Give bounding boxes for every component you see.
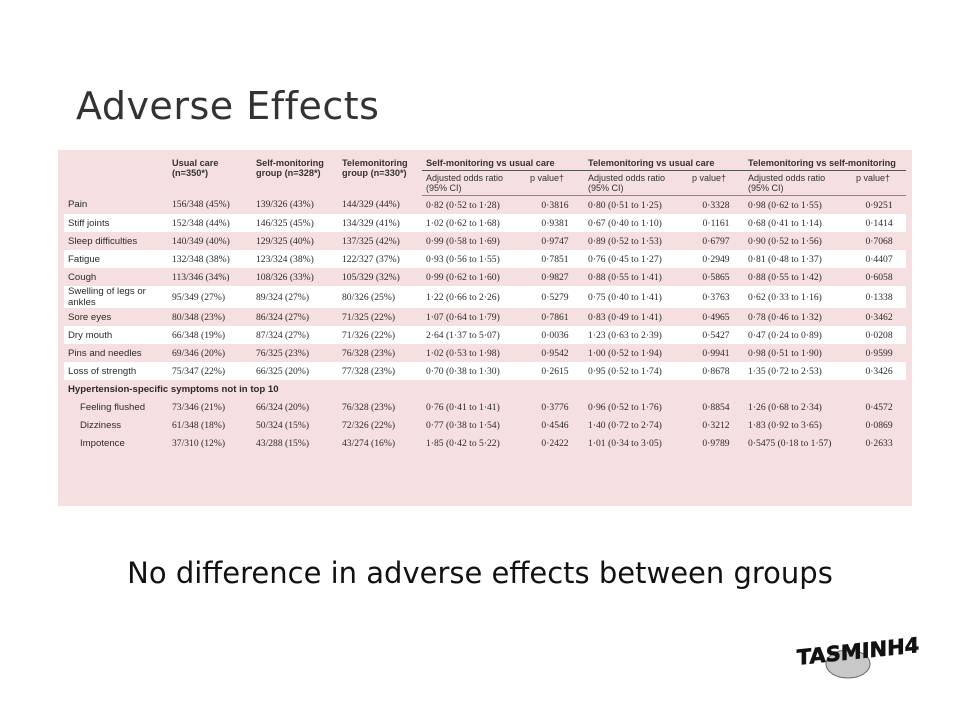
cell-p1: 0·9747: [541, 235, 569, 247]
cell-or1: 0·99 (0·58 to 1·69): [426, 235, 500, 247]
table-body: [64, 196, 906, 453]
slide-title: Adverse Effects: [76, 84, 380, 128]
cell-or1: 1·02 (0·53 to 1·98): [426, 347, 500, 359]
cell-p1: 0·2422: [541, 437, 569, 449]
table-row: [64, 362, 906, 380]
header-p-value: p value†: [526, 171, 584, 196]
cell-p1: 0·9542: [541, 347, 569, 359]
cell-or2: 1·01 (0·34 to 3·05): [588, 437, 662, 449]
cell-uc: 132/348 (38%): [168, 250, 252, 268]
header-self-monitoring: Self-monitoring group (n=328*): [256, 158, 324, 178]
cell-sm: 139/326 (43%): [256, 199, 314, 211]
table-row: [64, 344, 906, 362]
cell-p3: 0·1414: [852, 214, 906, 232]
cell-p3: 0·4407: [852, 250, 906, 268]
adverse-effects-table: [64, 156, 906, 452]
cell-sm: 66/324 (20%): [256, 401, 310, 413]
cell-or2: 1·23 (0·63 to 2·39): [584, 326, 688, 344]
cell-p1: 0·7851: [526, 250, 584, 268]
cell-or2: 0·76 (0·45 to 1·27): [584, 250, 688, 268]
cell-or3: 1·26 (0·68 to 2·34): [748, 401, 822, 413]
cell-p3: 0·2633: [865, 437, 893, 449]
cell-p1: 0·7861: [541, 311, 569, 323]
header-aor: Adjusted odds ratio (95% CI): [584, 171, 688, 196]
cell-p2: 0·8678: [688, 362, 744, 380]
cell-sm: 123/324 (38%): [252, 250, 338, 268]
cell-tm: 71/326 (22%): [338, 326, 422, 344]
row-label: Sore eyes: [68, 311, 112, 323]
cell-p3: 0·3462: [865, 311, 893, 323]
cell-p2: 0·6797: [702, 235, 730, 247]
header-row-groups: [64, 156, 906, 171]
header-cmp-tele-vs-self: Telemonitoring vs self-monitoring: [744, 156, 906, 171]
row-label: Pain: [68, 199, 88, 211]
cell-or1: 1·07 (0·64 to 1·79): [426, 311, 500, 323]
table-row: [64, 416, 906, 434]
cell-tm: 105/329 (32%): [342, 271, 400, 283]
header-p-value: p value†: [852, 171, 906, 196]
header-aor: Adjusted odds ratio (95% CI): [744, 171, 852, 196]
table-row: [64, 326, 906, 344]
cell-uc: 61/348 (18%): [172, 419, 226, 431]
cell-or1: 0·70 (0·38 to 1·30): [422, 362, 526, 380]
cell-p2: 0·2949: [688, 250, 744, 268]
cell-or1: 1·85 (0·42 to 5·22): [426, 437, 500, 449]
cell-or1: 0·99 (0·62 to 1·60): [426, 271, 500, 283]
tasminh4-logo: [796, 630, 920, 686]
cell-p1: 0·9827: [541, 271, 569, 283]
conclusion-text: No difference in adverse effects between groups: [127, 556, 833, 590]
cell-p2: 0·3328: [702, 199, 730, 211]
cell-tm: 76/328 (23%): [342, 401, 396, 413]
cell-or2: 1·40 (0·72 to 2·74): [588, 419, 662, 431]
cell-uc: 80/348 (23%): [172, 311, 226, 323]
cell-or2: 0·67 (0·40 to 1·10): [584, 214, 688, 232]
cell-tm: 77/328 (23%): [338, 362, 422, 380]
table-row: [64, 268, 906, 286]
cell-tm: 134/329 (41%): [338, 214, 422, 232]
row-label: Loss of strength: [64, 362, 168, 380]
cell-p1: 0·4546: [541, 419, 569, 431]
header-cmp-self-vs-usual: Self-monitoring vs usual care: [422, 156, 584, 171]
cell-sm: 43/288 (15%): [256, 437, 310, 449]
cell-or3: 1·83 (0·92 to 3·65): [748, 419, 822, 431]
cell-p3: 0·9251: [865, 199, 893, 211]
cell-p2: 0·5427: [688, 326, 744, 344]
cell-or2: 0·95 (0·52 to 1·74): [584, 362, 688, 380]
cell-sm: 89/324 (27%): [252, 286, 338, 308]
cell-uc: 152/348 (44%): [168, 214, 252, 232]
cell-or3: 0·90 (0·52 to 1·56): [748, 235, 822, 247]
table-row: [64, 214, 906, 232]
cell-p2: 0·5865: [702, 271, 730, 283]
cell-p1: 0·5279: [526, 286, 584, 308]
cell-or1: 0·93 (0·56 to 1·55): [422, 250, 526, 268]
cell-or3: 0·98 (0·62 to 1·55): [748, 199, 822, 211]
row-label: Pins and needles: [68, 347, 142, 359]
cell-p1: 0·0036: [526, 326, 584, 344]
cell-or3: 0·62 (0·33 to 1·16): [744, 286, 852, 308]
cell-p1: 0·3816: [541, 199, 569, 211]
table-row: [64, 250, 906, 268]
cell-p2: 0·4965: [702, 311, 730, 323]
cell-uc: 156/348 (45%): [172, 199, 230, 211]
header-p-value: p value†: [688, 171, 744, 196]
cell-or1: 0·76 (0·41 to 1·41): [426, 401, 500, 413]
cell-p1: 0·9381: [526, 214, 584, 232]
cell-p1: 0·3776: [541, 401, 569, 413]
table-row: [64, 286, 906, 308]
cell-or1: 1·02 (0·62 to 1·68): [422, 214, 526, 232]
cell-p3: 0·0208: [852, 326, 906, 344]
cell-sm: 87/324 (27%): [252, 326, 338, 344]
table-row: [64, 434, 906, 452]
cell-tm: 137/325 (42%): [342, 235, 400, 247]
section-label: Hypertension-specific symptoms not in top 10: [68, 383, 279, 395]
cell-sm: 66/325 (20%): [252, 362, 338, 380]
cell-or1: 0·82 (0·52 to 1·28): [426, 199, 500, 211]
adverse-effects-table-panel: [58, 150, 912, 506]
cell-p2: 0·3763: [688, 286, 744, 308]
table-row: [64, 232, 906, 250]
cell-p3: 0·4572: [865, 401, 893, 413]
cell-uc: 69/346 (20%): [172, 347, 226, 359]
cell-or2: 0·80 (0·51 to 1·25): [588, 199, 662, 211]
cell-or3: 0·81 (0·48 to 1·37): [744, 250, 852, 268]
cell-uc: 140/349 (40%): [172, 235, 230, 247]
cell-sm: 86/324 (27%): [256, 311, 310, 323]
row-label: Swelling of legs or ankles: [64, 286, 168, 308]
row-label: Dry mouth: [64, 326, 168, 344]
cell-uc: 75/347 (22%): [168, 362, 252, 380]
row-label: Feeling flushed: [80, 401, 146, 413]
cell-uc: 95/349 (27%): [168, 286, 252, 308]
cell-p3: 0·7068: [865, 235, 893, 247]
cell-p3: 0·0869: [865, 419, 893, 431]
cell-p2: 0·9941: [702, 347, 730, 359]
header-usual-care: Usual care (n=350*): [172, 158, 219, 178]
table-row: [64, 308, 906, 326]
cell-or2: 0·75 (0·40 to 1·41): [584, 286, 688, 308]
cell-sm: 129/325 (40%): [256, 235, 314, 247]
cell-uc: 113/346 (34%): [172, 271, 230, 283]
cell-or2: 0·96 (0·52 to 1·76): [588, 401, 662, 413]
cell-tm: 80/326 (25%): [338, 286, 422, 308]
cell-uc: 37/310 (12%): [172, 437, 226, 449]
cell-p1: 0·2615: [526, 362, 584, 380]
cell-sm: 76/325 (23%): [256, 347, 310, 359]
table-row: [64, 398, 906, 416]
cell-or3: 0·78 (0·46 to 1·32): [748, 311, 822, 323]
cell-tm: 71/325 (22%): [342, 311, 396, 323]
cell-or1: 2·64 (1·37 to 5·07): [422, 326, 526, 344]
cell-sm: 108/326 (33%): [256, 271, 314, 283]
cell-or2: 0·83 (0·49 to 1·41): [588, 311, 662, 323]
row-label: Fatigue: [64, 250, 168, 268]
cell-p2: 0·3212: [702, 419, 730, 431]
row-label: Dizziness: [80, 419, 122, 431]
svg-text:TASMINH4: TASMINH4: [796, 632, 920, 670]
cell-or3: 1·35 (0·72 to 2·53): [744, 362, 852, 380]
cell-or3: 0·88 (0·55 to 1·42): [748, 271, 822, 283]
header-cmp-tele-vs-usual: Telemonitoring vs usual care: [584, 156, 744, 171]
cell-p2: 0·9789: [702, 437, 730, 449]
row-label: Impotence: [80, 437, 125, 449]
cell-p3: 0·6058: [865, 271, 893, 283]
header-aor: Adjusted odds ratio (95% CI): [422, 171, 526, 196]
cell-sm: 146/325 (45%): [252, 214, 338, 232]
cell-tm: 76/328 (23%): [342, 347, 396, 359]
cell-uc: 73/346 (21%): [172, 401, 226, 413]
cell-or1: 0·77 (0·38 to 1·54): [426, 419, 500, 431]
cell-or2: 0·89 (0·52 to 1·53): [588, 235, 662, 247]
cell-or1: 1·22 (0·66 to 2·26): [422, 286, 526, 308]
row-label: Cough: [68, 271, 97, 283]
cell-p3: 0·3426: [852, 362, 906, 380]
cell-tm: 144/329 (44%): [342, 199, 400, 211]
cell-or3: 0·68 (0·41 to 1·14): [744, 214, 852, 232]
cell-or3: 0·98 (0·51 to 1·90): [748, 347, 822, 359]
cell-tm: 122/327 (37%): [338, 250, 422, 268]
cell-tm: 72/326 (22%): [342, 419, 396, 431]
cell-p2: 0·1161: [688, 214, 744, 232]
cell-p3: 0·1338: [852, 286, 906, 308]
cell-or2: 0·88 (0·55 to 1·41): [588, 271, 662, 283]
section-row: [64, 380, 906, 398]
cell-or3: 0·5475 (0·18 to 1·57): [748, 437, 832, 449]
cell-p3: 0·9599: [865, 347, 893, 359]
header-blank: [64, 156, 168, 196]
cell-or3: 0·47 (0·24 to 0·89): [744, 326, 852, 344]
row-label: Stiff joints: [64, 214, 168, 232]
table-row: [64, 196, 906, 215]
header-telemonitoring: Telemonitoring group (n=330*): [342, 158, 408, 178]
cell-uc: 66/348 (19%): [168, 326, 252, 344]
cell-p2: 0·8854: [702, 401, 730, 413]
cell-sm: 50/324 (15%): [256, 419, 310, 431]
cell-tm: 43/274 (16%): [342, 437, 396, 449]
cell-or2: 1·00 (0·52 to 1·94): [588, 347, 662, 359]
row-label: Sleep difficulties: [68, 235, 138, 247]
